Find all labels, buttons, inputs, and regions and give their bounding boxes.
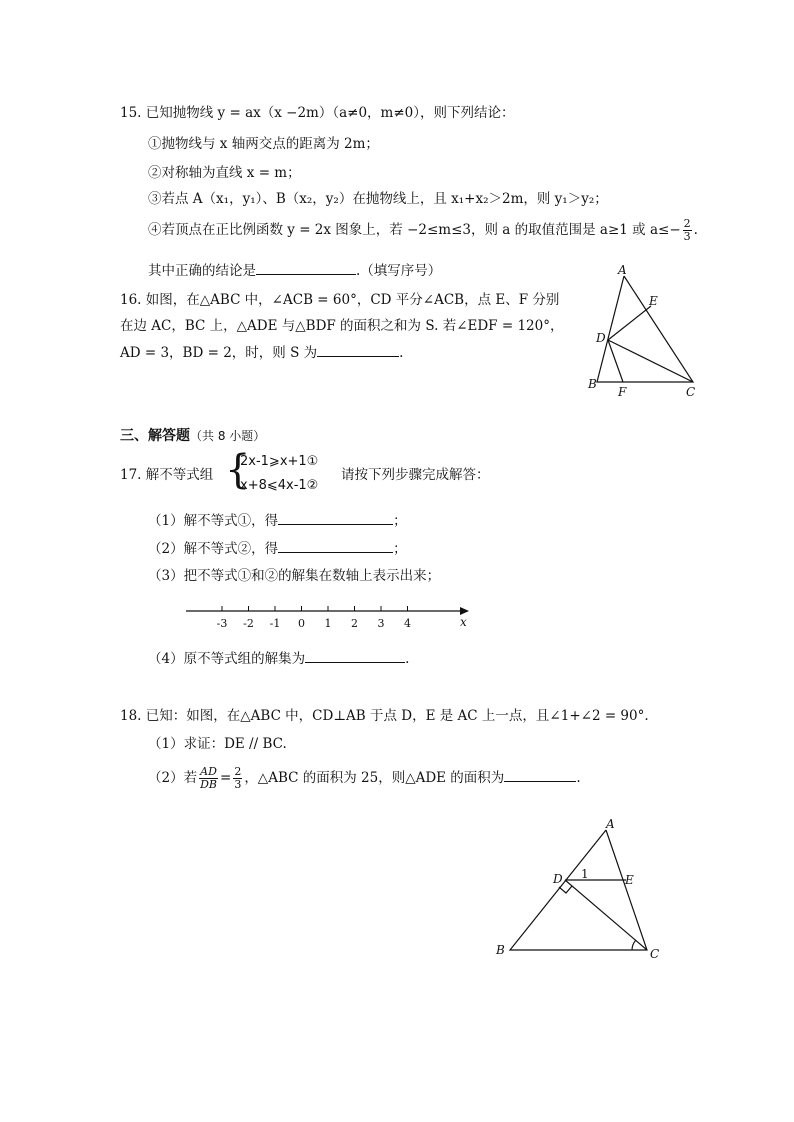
q15-choice-3: ③若点 A（x₁，y₁）、B（x₂，y₂）在抛物线上，且 x₁+x₂＞2m，则 y₁＞y₂； xyxy=(148,191,608,207)
q17-step-1-end: ； xyxy=(393,513,407,529)
q15-fraction xyxy=(683,218,692,243)
q15-choice-4-end: . xyxy=(693,222,698,238)
q17-step-1-text: （1）解不等式①，得 xyxy=(148,513,279,529)
q17-stem-instructions: 请按下列步骤完成解答： xyxy=(341,467,490,483)
q17-step-2-blank[interactable] xyxy=(278,538,393,553)
q17-step-4 xyxy=(148,648,409,669)
q16-label-f: F xyxy=(618,385,627,399)
q16-line-3 xyxy=(120,342,403,363)
q18-ratio-numerator: AD xyxy=(200,765,217,778)
q18-equals: = xyxy=(220,770,232,786)
number-line-tick-label: 0 xyxy=(298,617,305,630)
q16-triangle xyxy=(597,276,693,382)
q15-answer-label: 其中正确的结论是 xyxy=(148,263,256,279)
q18-value-fraction xyxy=(233,766,242,791)
section-3-heading xyxy=(120,426,265,446)
q18-value-denominator: 3 xyxy=(234,778,242,791)
q15-choice-2: ②对称轴为直线 x = m； xyxy=(148,165,301,181)
section-3-note: （共 8 小题） xyxy=(190,429,266,443)
q18-angle-2-arc xyxy=(632,940,636,950)
q18-figure xyxy=(490,812,670,962)
q16-line-3-text: AD = 3，BD = 2，时，则 S 为 xyxy=(120,345,318,361)
q15-answer-note: .（填写序号） xyxy=(356,263,442,279)
q16-answer-blank[interactable] xyxy=(317,342,399,357)
q18-stem: 18. 已知：如图，在△ABC 中，CD⊥AB 于点 D，E 是 AC 上一点，且∠1+∠2 = 90°. xyxy=(120,708,649,724)
q18-part-2 xyxy=(148,766,581,791)
number-line-tick-label: -2 xyxy=(243,617,254,630)
q17-step-3: （3）把不等式①和②的解集在数轴上表示出来； xyxy=(148,568,441,584)
q16-line-2: 在边 AC，BC 上，△ADE 与△BDF 的面积之和为 S. 若∠EDF = 120°， xyxy=(120,318,564,334)
q17-inequality-1: 2x-1⩾x+1① xyxy=(240,454,319,469)
q15-choice-1: ①抛物线与 x 轴两交点的距离为 2m； xyxy=(148,136,379,152)
number-line-tick-label: 3 xyxy=(377,617,385,630)
q17-step-2 xyxy=(148,538,407,559)
q18-label-angle-1: 1 xyxy=(581,867,589,881)
q15-fraction-denominator: 3 xyxy=(683,230,691,243)
q16-label-a: A xyxy=(618,263,627,277)
q17-inequality-2: x+8⩽4x-1② xyxy=(240,478,319,493)
q16-label-c: C xyxy=(686,385,696,399)
q18-label-d: D xyxy=(553,872,563,886)
q17-brace: { xyxy=(225,447,251,493)
q17-step-4-end: . xyxy=(405,651,410,667)
q18-part-2-label: （2）若 xyxy=(148,770,198,786)
q18-ratio-denominator: DB xyxy=(200,778,217,791)
q18-value-numerator: 2 xyxy=(234,765,242,778)
q17-stem-label: 17. 解不等式组 xyxy=(120,467,214,483)
q17-number-line[interactable] xyxy=(180,600,480,640)
number-line-tick-label: -3 xyxy=(216,617,228,630)
number-line-tick-label: 2 xyxy=(351,617,358,630)
q16-label-e: E xyxy=(649,294,658,308)
q15-answer-line xyxy=(148,260,441,281)
q17-step-1-blank[interactable] xyxy=(278,510,393,525)
q15-answer-blank[interactable] xyxy=(256,260,356,275)
q17-step-2-text: （2）解不等式②，得 xyxy=(148,541,279,557)
q18-label-c: C xyxy=(650,947,660,961)
q18-part-2-end: . xyxy=(576,770,581,786)
q18-label-b: B xyxy=(496,943,505,957)
q18-ratio-fraction xyxy=(199,766,218,791)
number-line-variable: x xyxy=(460,615,467,629)
q17-step-4-text: （4）原不等式组的解集为 xyxy=(148,651,306,667)
q17-step-4-blank[interactable] xyxy=(305,648,405,663)
q18-part-2-text: ，△ABC 的面积为 25，则△ADE 的面积为 xyxy=(244,770,505,786)
q17-step-2-end: ； xyxy=(393,541,407,557)
q16-line-1: 16. 如图，在△ABC 中，∠ACB = 60°，CD 平分∠ACB，点 E、F 分别 xyxy=(120,292,560,308)
number-line-arrow-icon xyxy=(460,607,469,615)
q16-label-d: D xyxy=(596,331,606,345)
q15-stem: 15. 已知抛物线 y = ax（x −2m）（a≠0，m≠0），则下列结论： xyxy=(120,105,515,121)
q16-label-b: B xyxy=(588,377,597,391)
q15-choice-4 xyxy=(148,218,698,243)
number-line-tick-label: 1 xyxy=(324,617,332,630)
q16-line-3-end: . xyxy=(399,345,404,361)
q18-answer-blank[interactable] xyxy=(504,767,576,782)
q18-label-a: A xyxy=(606,817,615,831)
q15-fraction-numerator: 2 xyxy=(683,217,691,230)
q17-step-1 xyxy=(148,510,407,531)
q18-label-e: E xyxy=(625,873,634,887)
q18-part-1: （1）求证：DE // BC. xyxy=(148,736,287,752)
section-3-title: 三、解答题 xyxy=(120,428,190,444)
number-line-tick-label: 4 xyxy=(404,617,411,630)
q15-choice-4-text: ④若顶点在正比例函数 y = 2x 图象上，若 −2≤m≤3，则 a 的取值范围是 a≥1 或 a≤− xyxy=(148,222,681,238)
number-line-tick-label: -1 xyxy=(269,617,281,630)
q16-figure xyxy=(585,262,705,402)
